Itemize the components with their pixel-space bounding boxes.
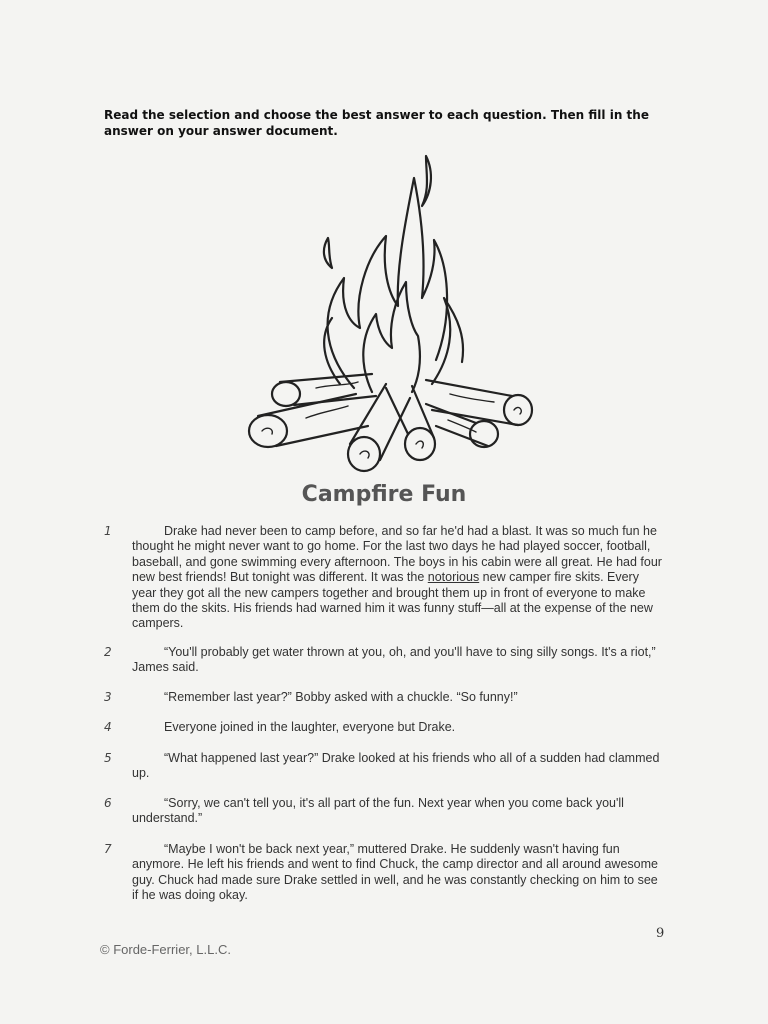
paragraph-7: [104, 842, 664, 904]
paragraph-3: [104, 690, 664, 705]
paragraph-number: 1: [104, 524, 112, 538]
instructions: Read the selection and choose the best answer to each question. Then fill in the answer on your answer document.: [104, 108, 649, 138]
log-right: [426, 380, 518, 425]
log-end-back-left: [272, 382, 300, 406]
paragraph-number: 3: [104, 690, 112, 704]
flame-spark-top: [422, 156, 431, 206]
flame-right: [432, 298, 463, 384]
paragraph-number: 4: [104, 720, 112, 734]
log-back-left: [280, 374, 376, 405]
flame-inner: [363, 282, 420, 392]
paragraph-number: 6: [104, 796, 112, 810]
paragraph-text: “What happened last year?” Drake looked at his friends who all of a sudden had clammed up.: [132, 751, 660, 781]
campfire-illustration: [236, 148, 536, 484]
flame-outer-left: [328, 178, 447, 388]
log-end-front: [348, 437, 380, 471]
log-end-right: [504, 395, 532, 425]
paragraph-text: “Maybe I won't be back next year,” muttered Drake. He suddenly wasn't having fun anymore. He left his friends and went to find Chuck, the camp director and all around awesome guy. Chuck had made sure Drake settled in well, and he was constantly checking on him to see if he was doing okay.: [132, 842, 658, 903]
log-end-center: [405, 428, 435, 460]
paragraph-number: 2: [104, 645, 112, 659]
paragraph-4: [104, 720, 664, 735]
paragraph-2: [104, 645, 664, 676]
log-end-back-right: [470, 421, 498, 447]
story-title: Campfire Fun: [301, 482, 467, 507]
paragraph-text-part: Drake had never been to camp before, and so far he'd had a blast. It was so much fun he thought he might never want to go home. For the last two days he had played soccer, football, baseball, and gone swimming every afternoon. The boys in his cabin were all great. He had four new best friends! But tonight was different. It was the: [132, 524, 662, 585]
paragraph-6: [104, 796, 664, 827]
paragraph-text-part: new camper fire skits. Every year they got all the new campers together and brought them up in front of everyone to make them do the skits. His friends had warned him it was funny stuff—all at the expense of the new campers.: [132, 570, 653, 631]
log-end-left: [249, 415, 287, 447]
paragraph-text: Everyone joined in the laughter, everyone but Drake.: [164, 720, 456, 734]
flame-spark-left: [324, 238, 332, 268]
copyright-footer: © Forde-Ferrier, L.L.C.: [100, 942, 231, 957]
page-number: 9: [656, 926, 665, 941]
paragraph-text: “Sorry, we can't tell you, it's all part of the fun. Next year when you come back you'll understand.”: [132, 796, 624, 826]
paragraph-number: 5: [104, 751, 112, 765]
paragraph-text: “You'll probably get water thrown at you, oh, and you'll have to sing silly songs. It's a riot,” James said.: [132, 645, 656, 675]
paragraph-1: [104, 524, 664, 632]
paragraph-number: 7: [104, 842, 112, 856]
vocabulary-word: notorious: [427, 570, 480, 585]
paragraph-text: “Remember last year?” Bobby asked with a chuckle. “So funny!”: [164, 690, 518, 704]
paragraph-text: [132, 524, 664, 632]
paragraph-5: [104, 751, 664, 782]
